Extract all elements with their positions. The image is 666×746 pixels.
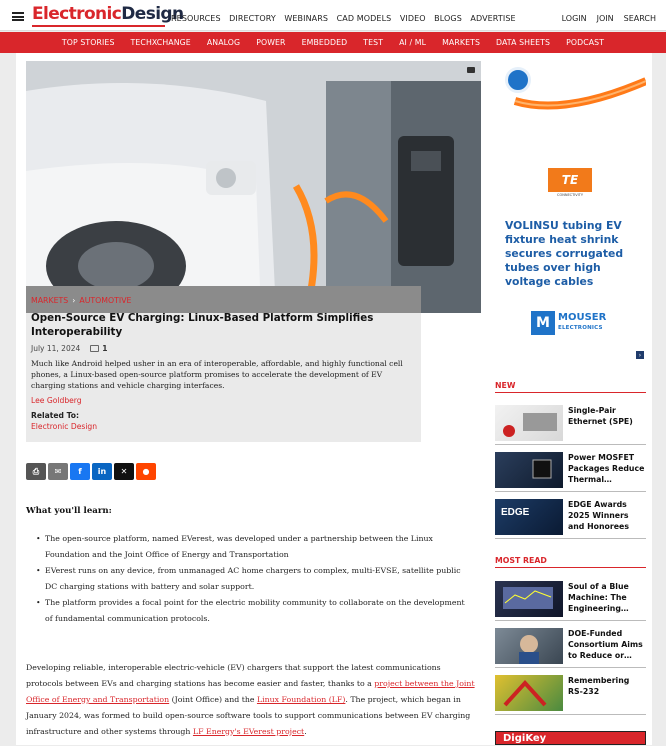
nav-resources[interactable]: RESOURCES [171, 14, 221, 23]
top-nav [171, 14, 524, 23]
nav-video[interactable]: VIDEO [399, 14, 426, 23]
comments-link[interactable] [90, 344, 107, 353]
thumbnail [495, 499, 563, 535]
cat-power[interactable]: POWER [256, 38, 286, 47]
cat-ai-ml[interactable]: AI / ML [399, 38, 427, 47]
list-item[interactable] [495, 497, 646, 539]
item-title: EDGE Awards 2025 Winners and Honorees [568, 500, 629, 531]
paragraph-text: . [304, 727, 307, 736]
digikey-ad[interactable]: DigiKey [495, 731, 646, 745]
joint-office-link[interactable]: project between the Joint Office of Energy and Transportation [26, 679, 475, 704]
cat-top-stories[interactable]: TOP STORIES [61, 38, 115, 47]
paragraph-text: (Joint Office) and the [169, 695, 257, 704]
print-icon[interactable]: ⎙ [26, 463, 46, 480]
learn-list [36, 531, 466, 627]
menu-icon[interactable] [12, 12, 24, 21]
nav-blogs[interactable]: BLOGS [434, 14, 462, 23]
camera-icon [467, 67, 475, 73]
tag-markets[interactable]: MARKETS [31, 296, 69, 305]
ad-choice-icon[interactable]: › [636, 351, 644, 359]
section-divider [495, 392, 646, 393]
related-link[interactable]: Electronic Design [31, 422, 98, 431]
thumbnail [495, 405, 563, 441]
most-read-label: MOST READ [495, 556, 547, 565]
article-meta [31, 344, 108, 353]
mouser-logo: M MOUSER ELECTRONICS [531, 309, 611, 337]
paragraph-text: . The project, which began in January 2024, was formed to build open-source software tools to support communications between EV charging infrastructure and other systems through [26, 695, 471, 736]
logo-underline [32, 25, 165, 27]
list-item[interactable] [495, 626, 646, 668]
cat-markets[interactable]: MARKETS [442, 38, 481, 47]
article-title: Open-Source EV Charging: Linux-Based Platform Simplifies Interoperability [31, 312, 374, 338]
ev-charging-illustration [26, 61, 481, 313]
learn-heading: What you'll learn: [26, 506, 112, 516]
site-logo[interactable]: ElectronicDesign [32, 4, 184, 24]
everest-project-link[interactable]: LF Energy's EVerest project [192, 727, 305, 736]
linux-foundation-link[interactable]: Linux Foundation (LF) [256, 695, 346, 704]
chevron-right-icon: › [72, 296, 76, 305]
top-bar [0, 0, 666, 31]
new-section-label: NEW [495, 381, 516, 390]
comment-count: 1 [102, 344, 108, 353]
list-item[interactable] [495, 673, 646, 715]
author-link[interactable]: Lee Goldberg [31, 396, 82, 405]
ad-headline: VOLINSU tubing EV fixture heat shrink secures corrugated tubes over high voltage cables [505, 219, 624, 288]
category-nav [0, 32, 666, 53]
hero-image [26, 61, 481, 313]
paragraph-text: Developing reliable, interoperable electric-vehicle (EV) chargers that support the latest communications protocols between EVs and charging stations has become easier and faster, thanks to a [26, 663, 441, 688]
article-tags [31, 296, 132, 305]
sidebar-ad[interactable] [495, 61, 646, 361]
cat-podcast[interactable]: PODCAST [566, 38, 605, 47]
article-date: July 11, 2024 [31, 344, 81, 353]
list-item[interactable] [495, 450, 646, 492]
list-item[interactable] [495, 403, 646, 445]
nav-directory[interactable]: DIRECTORY [229, 14, 276, 23]
item-title: Single-Pair Ethernet (SPE) [568, 406, 633, 426]
facebook-icon[interactable]: f [70, 463, 90, 480]
cat-data-sheets[interactable]: DATA SHEETS [496, 38, 551, 47]
thumbnail [495, 452, 563, 488]
login-link[interactable]: LOGIN [561, 14, 587, 23]
join-link[interactable]: JOIN [596, 14, 614, 23]
cat-embedded[interactable]: EMBEDDED [301, 38, 348, 47]
email-icon[interactable]: ✉ [48, 463, 68, 480]
nav-webinars[interactable]: WEBINARS [284, 14, 329, 23]
item-title: Remembering RS-232 [568, 676, 630, 696]
cat-analog[interactable]: ANALOG [206, 38, 241, 47]
ad-badge-icon [505, 67, 531, 93]
related-label: Related To: [31, 411, 80, 420]
list-item: • The open-source platform, named EVerest, was developed under a partnership between the Linux Foundation and the Joint Office of Energy and Transportation [36, 531, 466, 563]
cat-test[interactable]: TEST [363, 38, 384, 47]
thumbnail [495, 675, 563, 711]
tags-bar [26, 286, 421, 313]
item-title: Soul of a Blue Machine: The Engineering… [568, 582, 629, 613]
share-bar [26, 463, 158, 480]
article-paragraph [26, 660, 476, 740]
nav-cad-models[interactable]: CAD MODELS [336, 14, 392, 23]
list-item: • The platform provides a focal point for the electric mobility community to collaborate on the development of fundamental communication protocols. [36, 595, 466, 627]
article-summary: Much like Android helped usher in an era of interoperable, affordable, and highly functional cell phones, a Linux-based open-source platform promises to accelerate the development of EV charging stations and vehicle charging interfaces. [31, 359, 403, 390]
te-logo: TE [548, 168, 592, 192]
item-title: DOE-Funded Consortium Aims to Reduce or… [568, 629, 643, 660]
linkedin-icon[interactable]: in [92, 463, 112, 480]
reddit-icon[interactable]: ● [136, 463, 156, 480]
te-subtitle: CONNECTIVITY [557, 193, 583, 197]
item-title: Power MOSFET Packages Reduce Thermal… [568, 453, 645, 484]
x-icon[interactable]: ✕ [114, 463, 134, 480]
thumbnail [495, 581, 563, 617]
list-item[interactable] [495, 579, 646, 621]
cat-techxchange[interactable]: TECHXCHANGE [130, 38, 191, 47]
thumbnail [495, 628, 563, 664]
nav-advertise[interactable]: ADVERTISE [470, 14, 516, 23]
section-divider [495, 567, 646, 568]
comment-icon [90, 345, 99, 352]
account-nav [552, 14, 656, 23]
tag-automotive[interactable]: AUTOMOTIVE [79, 296, 132, 305]
list-item: • EVerest runs on any device, from unmanaged AC home chargers to complex, multi-EVSE, satellite public DC charging stations with battery and solar support. [36, 563, 466, 595]
svg-text:EDGE: EDGE [501, 507, 530, 518]
search-link[interactable]: SEARCH [623, 14, 656, 23]
